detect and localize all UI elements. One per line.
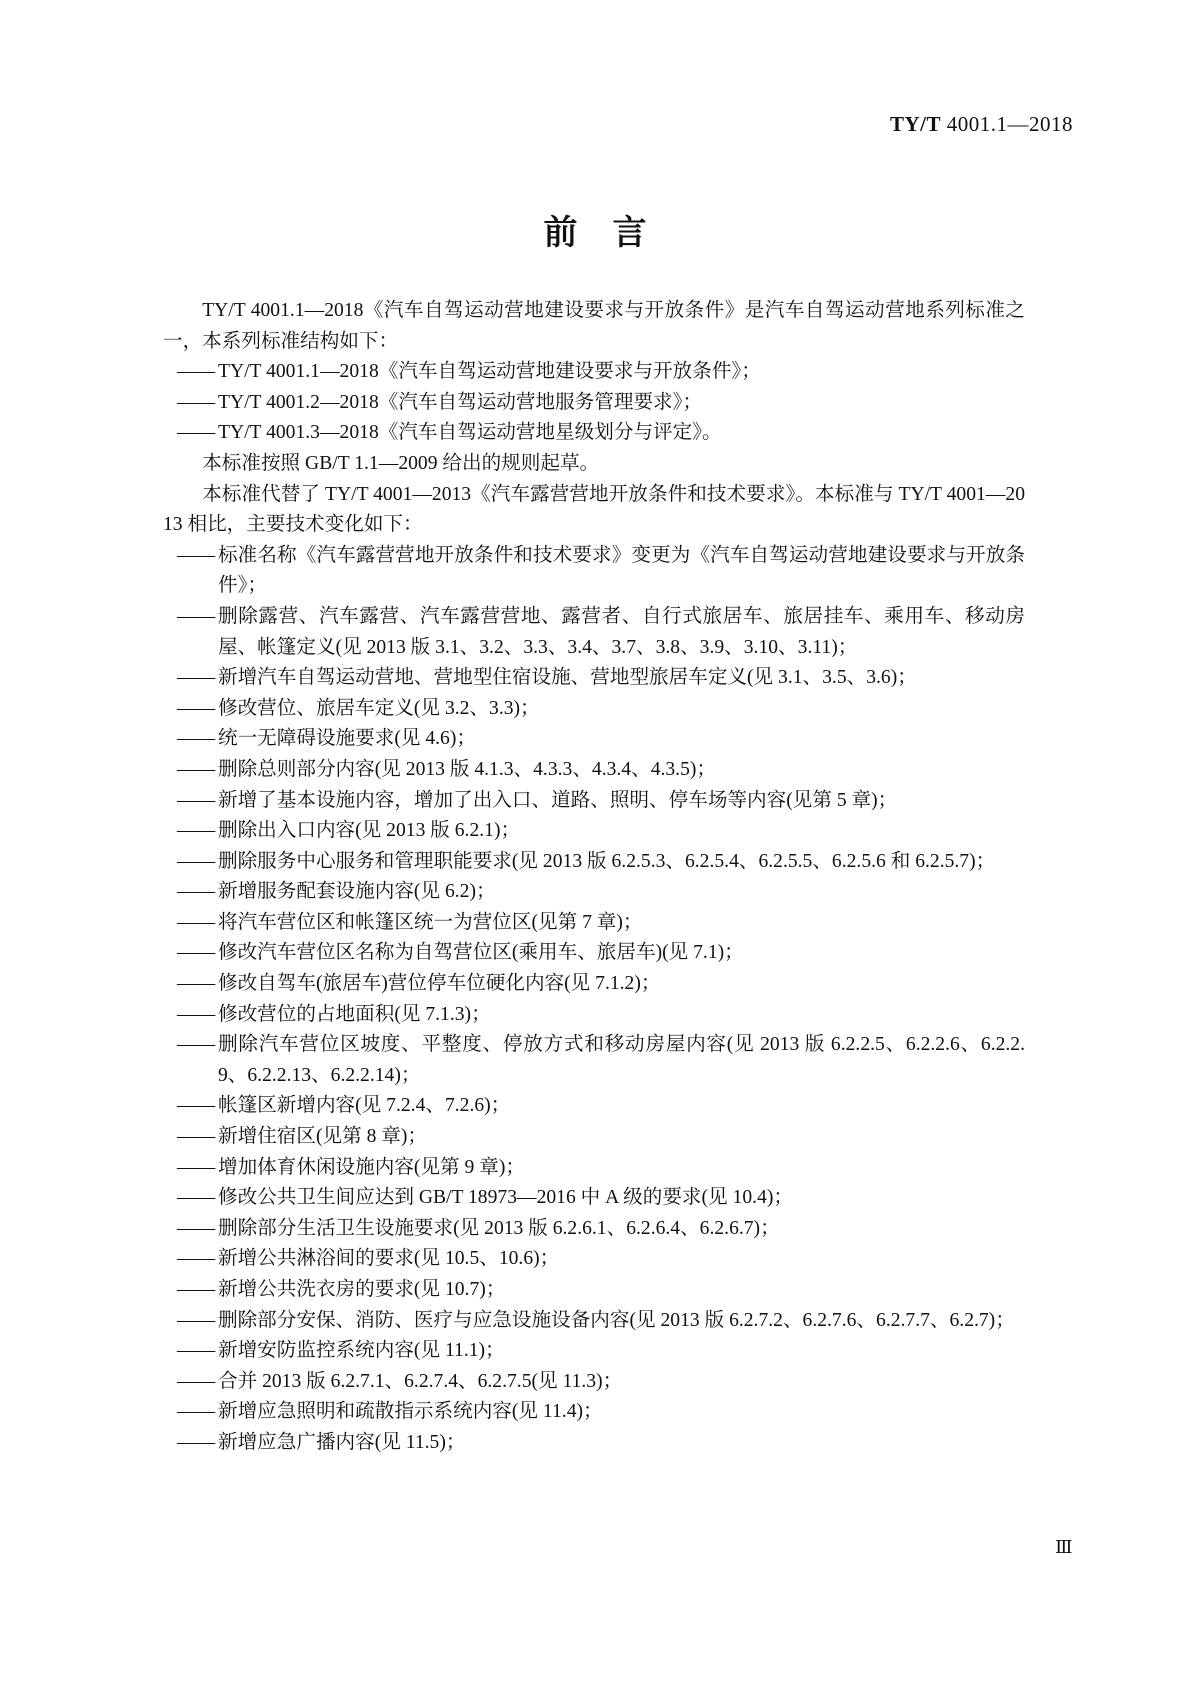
em-dash-marker: —— (177, 361, 215, 383)
change-list-item (163, 694, 1025, 725)
em-dash-marker: —— (177, 1340, 215, 1362)
em-dash-marker: —— (177, 697, 215, 719)
em-dash-marker: —— (177, 1309, 215, 1331)
change-list-item (163, 938, 1025, 969)
change-list-item-text: 新增公共淋浴间的要求(见 10.5、10.6)； (218, 1248, 560, 1270)
em-dash-marker: —— (177, 820, 215, 842)
change-list-item (163, 663, 1025, 694)
change-list-item-text: 标准名称《汽车露营营地开放条件和技术要求》变更为《汽车自驾运动营地建设要求与开放条件》； (218, 544, 1025, 597)
series-list-item (163, 388, 1025, 419)
em-dash-marker: —— (177, 881, 215, 903)
em-dash-marker: —— (177, 667, 215, 689)
change-list-item-text: 增加体育休闲设施内容(见第 9 章)； (218, 1156, 525, 1178)
change-list-item (163, 755, 1025, 786)
change-list-item-text: 修改汽车营位区名称为自驾营位区(乘用车、旅居车)(见 7.1)； (218, 942, 744, 964)
em-dash-marker: —— (177, 1248, 215, 1270)
change-list-item-text: 新增汽车自驾运动营地、营地型住宿设施、营地型旅居车定义(见 3.1、3.5、3.6)； (218, 667, 917, 689)
em-dash-marker: —— (177, 850, 215, 872)
series-list-item-text: TY/T 4001.1—2018《汽车自驾运动营地建设要求与开放条件》； (218, 361, 761, 383)
em-dash-marker: —— (177, 1003, 215, 1025)
page-title-char-2: 言 (612, 215, 648, 252)
change-list-item-text: 新增了基本设施内容，增加了出入口、道路、照明、停车场等内容(见第 5 章)； (218, 789, 898, 811)
em-dash-marker: —— (177, 544, 215, 566)
em-dash-marker: —— (177, 1217, 215, 1239)
change-list-item (163, 602, 1025, 663)
change-list-item (163, 786, 1025, 817)
change-list-item-text: 修改营位的占地面积(见 7.1.3)； (218, 1003, 491, 1025)
em-dash-marker: —— (177, 1431, 215, 1453)
paragraph-intro: TY/T 4001.1—2018《汽车自驾运动营地建设要求与开放条件》是汽车自驾运动营地系列标准之一，本系列标准结构如下： (163, 300, 1025, 352)
change-list-item (163, 816, 1025, 847)
em-dash-marker: —— (177, 1156, 215, 1178)
em-dash-marker: —— (177, 1279, 215, 1300)
change-list-item (163, 1428, 1025, 1459)
change-list-item (163, 847, 1025, 878)
change-list-item (163, 969, 1025, 1000)
change-list-item (163, 1306, 1025, 1337)
foreword-body (163, 296, 1025, 1459)
em-dash-marker: —— (177, 1187, 215, 1209)
header-standard-prefix: TY/T (889, 112, 941, 136)
change-list-item (163, 541, 1025, 602)
change-list-item-text: 删除露营、汽车露营、汽车露营营地、露营者、自行式旅居车、旅居挂车、乘用车、移动房屋、帐篷定义(见 2013 版 3.1、3.2、3.3、3.4、3.7、3.8、3.9、3.10、3.11)； (218, 605, 1025, 658)
change-list-item-text: 删除服务中心服务和管理职能要求(见 2013 版 6.2.5.3、6.2.5.4、6.2.5.5、6.2.5.6 和 6.2.5.7)； (218, 850, 996, 872)
paragraph-replacement: 本标准代替了 TY/T 4001—2013《汽车露营营地开放条件和技术要求》。本标准与 TY/T 4001—2013 相比，主要技术变化如下： (163, 483, 1025, 536)
change-list-item (163, 1000, 1025, 1031)
header-standard-number: 4001.1—2018 (941, 112, 1073, 136)
em-dash-marker: —— (177, 758, 215, 780)
change-list-item-text: 修改公共卫生间应达到 GB/T 18973—2016 中 A 级的要求(见 10.4)； (218, 1187, 793, 1209)
page-title (0, 205, 1191, 254)
change-list-item-text: 新增安防监控系统内容(见 11.1)； (218, 1340, 505, 1362)
em-dash-marker: —— (177, 1370, 215, 1392)
change-list-item (163, 1367, 1025, 1398)
change-list-item-text: 帐篷区新增内容(见 7.2.4、7.2.6)； (218, 1095, 511, 1117)
change-list-item-text: 新增应急照明和疏散指示系统内容(见 11.4)； (218, 1401, 603, 1423)
change-list-item-text: 将汽车营位区和帐篷区统一为营位区(见第 7 章)； (218, 911, 643, 933)
em-dash-marker: —— (177, 911, 215, 933)
series-list-item-text: TY/T 4001.2—2018《汽车自驾运动营地服务管理要求》； (218, 391, 703, 413)
series-list-item (163, 357, 1025, 388)
em-dash-marker: —— (177, 1095, 215, 1117)
em-dash-marker: —— (177, 422, 215, 444)
change-list-item-text: 合并 2013 版 6.2.7.1、6.2.7.4、6.2.7.5(见 11.3)； (218, 1370, 623, 1392)
em-dash-marker: —— (177, 728, 215, 750)
em-dash-marker: —— (177, 942, 215, 964)
em-dash-marker: —— (177, 1034, 215, 1056)
change-list-item-text: 新增应急广播内容(见 11.5)； (218, 1431, 466, 1453)
series-list-item (163, 418, 1025, 449)
change-list-item-text: 删除总则部分内容(见 2013 版 4.1.3、4.3.3、4.3.4、4.3.5)； (218, 758, 716, 780)
change-list-item-text: 新增服务配套设施内容(见 6.2)； (218, 881, 496, 903)
em-dash-marker: —— (177, 1401, 215, 1423)
change-list-item (163, 908, 1025, 939)
page-number: Ⅲ (1055, 1537, 1073, 1557)
series-list-item-text: TY/T 4001.3—2018《汽车自驾运动营地星级划分与评定》。 (218, 422, 722, 444)
em-dash-marker: —— (177, 789, 215, 811)
em-dash-marker: —— (177, 1126, 215, 1148)
change-list-item (163, 1244, 1025, 1275)
change-list-item (163, 1275, 1025, 1306)
change-list-item (163, 724, 1025, 755)
running-header (890, 112, 1073, 137)
change-list-item-text: 删除部分生活卫生设施要求(见 2013 版 6.2.6.1、6.2.6.4、6.2.6.7)； (218, 1217, 780, 1239)
change-list-item-text: 删除出入口内容(见 2013 版 6.2.1)； (218, 820, 521, 842)
change-list-item-text: 新增住宿区(见第 8 章)； (218, 1126, 427, 1148)
change-list-item-text: 修改营位、旅居车定义(见 3.2、3.3)； (218, 697, 540, 719)
change-list-item (163, 877, 1025, 908)
change-list-item (163, 1397, 1025, 1428)
change-list-item (163, 1214, 1025, 1245)
change-list-item-text: 删除部分安保、消防、医疗与应急设施设备内容(见 2013 版 6.2.7.2、6.2.7.6、6.2.7.7、6.2.7)； (218, 1309, 1015, 1331)
change-list-item (163, 1336, 1025, 1367)
em-dash-marker: —— (177, 973, 215, 995)
change-list-item-text: 统一无障碍设施要求(见 4.6)； (218, 728, 476, 750)
change-list-item-text: 删除汽车营位区坡度、平整度、停放方式和移动房屋内容(见 2013 版 6.2.2.5、6.2.2.6、6.2.2.9、6.2.2.13、6.2.2.14)； (218, 1034, 1025, 1086)
change-list-item (163, 1153, 1025, 1184)
paragraph-drafting-rules: 本标准按照 GB/T 1.1—2009 给出的规则起草。 (202, 452, 600, 474)
page-title-char-1: 前 (543, 215, 579, 252)
change-list-item-text: 新增公共洗衣房的要求(见 10.7)； (218, 1279, 506, 1300)
em-dash-marker: —— (177, 391, 215, 413)
change-list-item (163, 1122, 1025, 1153)
change-list-item (163, 1091, 1025, 1122)
change-list-item (163, 1030, 1025, 1091)
change-list-item-text: 修改自驾车(旅居车)营位停车位硬化内容(见 7.1.2)； (218, 973, 661, 995)
em-dash-marker: —— (177, 605, 215, 627)
change-list-item (163, 1183, 1025, 1214)
